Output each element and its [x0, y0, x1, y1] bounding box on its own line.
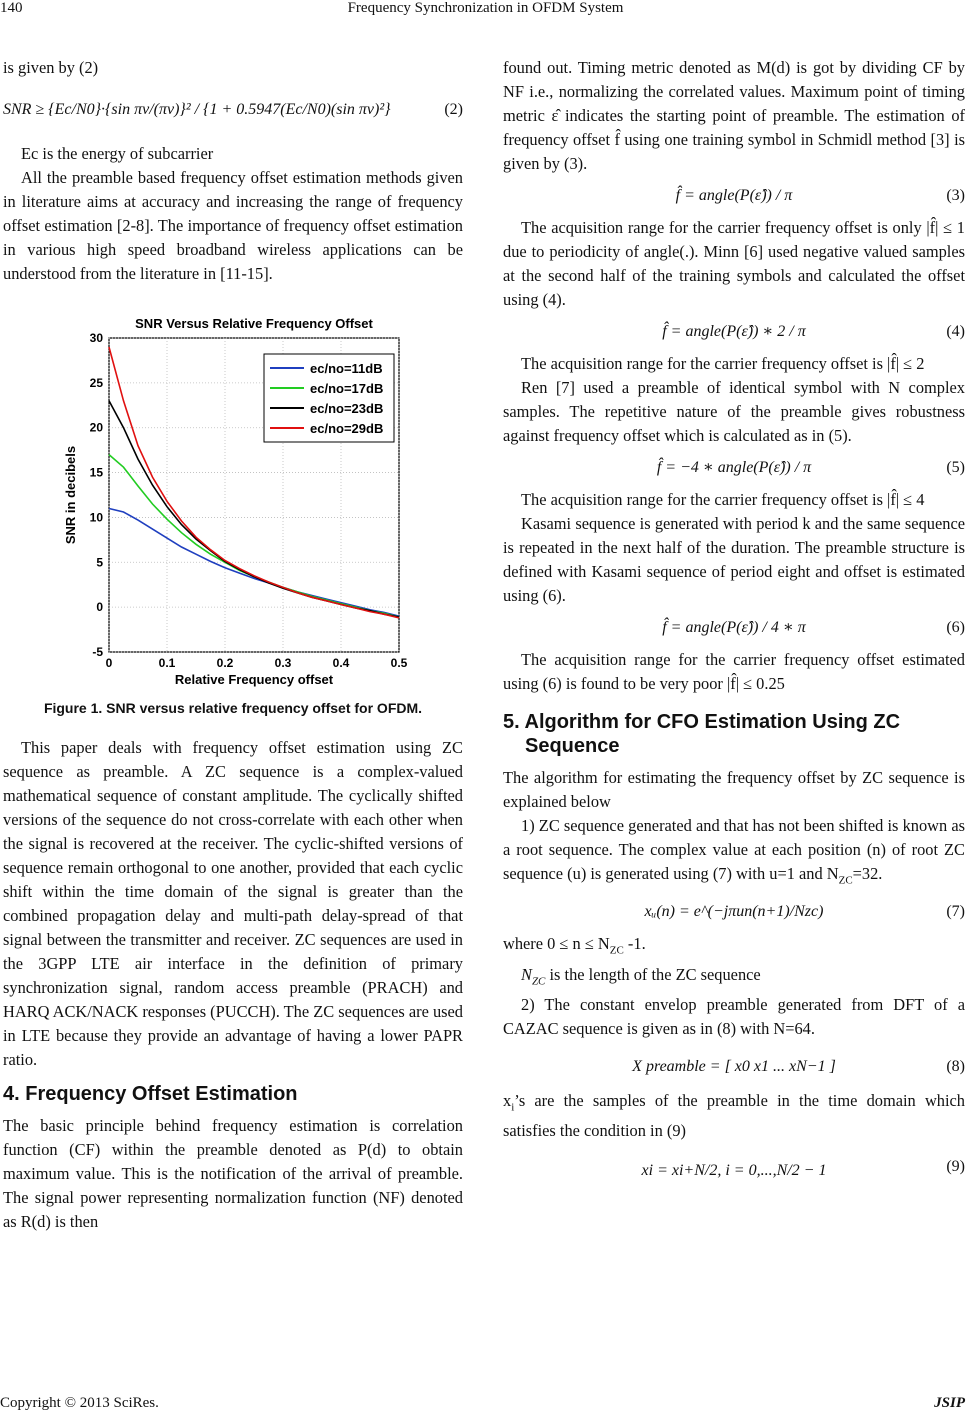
y-tick-label: 10	[89, 510, 103, 525]
paragraph-text: ’s are the samples of the preamble in the time domain which satisfies the condition in (9)	[503, 1090, 965, 1141]
paragraph-text: is the length of the ZC sequence	[545, 964, 761, 984]
copyright: Copyright © 2013 SciRes.	[0, 1395, 159, 1411]
equation-number: (4)	[946, 323, 965, 340]
paragraph	[503, 932, 965, 962]
x-tick-label: 0.3	[274, 656, 292, 670]
paragraph-text: 1) ZC sequence generated and that has not been shifted is known as a root sequence. The complex value at each position (n) of root ZC sequence (u) is generated using (7) with u=1 and N	[503, 816, 965, 883]
legend-entry: ec/no=11dB	[310, 361, 383, 376]
equation-number: (7)	[946, 903, 965, 921]
journal-name: JSIP	[934, 1395, 965, 1411]
paragraph-text: where 0 ≤ n ≤ N	[503, 934, 610, 954]
paragraph: The acquisition range for the carrier frequency offset estimated using (6) is found to be very poor |f̂| ≤ 0.25	[503, 650, 965, 693]
page-header	[0, 0, 971, 22]
snr-chart	[57, 308, 457, 688]
equation-text: f̂ = angle(P(ε̂)) / π	[675, 187, 793, 204]
equation-6	[503, 608, 965, 648]
y-tick-label: 30	[89, 331, 103, 345]
subscript: ZC	[609, 944, 624, 957]
equation-4	[503, 312, 965, 352]
equation-9	[503, 1143, 965, 1193]
paragraph: This paper deals with frequency offset estimation using ZC sequence as preamble. A ZC sequence is a complex-valued mathematical sequence of constant amplitude. The cyclically shifted versions of the sequence do not cross-correlate with each other when the signal is recovered at the receiver. The cyclic-shifted versions of sequence remain orthogonal to one another, provided that each cyclic shift within the time domain of the signal is greater than the combined propagation delay and multi-path delay-spread of that signal between the transmitter and receiver. ZC sequences are used in the 3GPP LTE air interface in the definition of primary synchronization signal, random access preamble (PRACH) and HARQ ACK/NACK responses (PUCCH). The ZC sequences are used in LTE because they provide an advantage of having a lower PAPR ratio.	[3, 738, 463, 1069]
section-heading-line-1: 5. Algorithm for CFO Estimation Using ZC	[503, 711, 901, 733]
paragraph: The basic principle behind frequency estimation is correlation function (CF) within the preamble denoted as P(d) to obtain maximum value. This is the notification of the arrival of preamble. The signal power representing normalization function (NF) denoted as R(d) is then	[3, 1116, 463, 1231]
subscript: i	[511, 1101, 515, 1114]
x-tick-label: 0.2	[216, 656, 234, 670]
paragraph: Ren [7] used a preamble of identical symbol with N complex samples. The repetitive nature of the preamble gives robustness against frequency offset which is calculated as in (5).	[503, 378, 965, 445]
equation-text: X preamble = [ x0 x1 ... xN−1 ]	[632, 1057, 836, 1075]
paragraph-text: N	[521, 964, 532, 984]
x-tick-label: 0.5	[390, 656, 408, 670]
equation-text: SNR ≥ {Ec/N0}·{sin πv/(πv)}² / {1 + 0.5947(Ec/N0)(sin πv)²}	[3, 101, 391, 118]
paragraph: is given by (2)	[3, 58, 99, 77]
subscript: ZC	[531, 974, 546, 987]
paragraph	[503, 963, 965, 993]
running-title: Frequency Synchronization in OFDM System	[347, 0, 624, 16]
paragraph	[503, 1089, 965, 1143]
y-axis-label: SNR in decibels	[63, 445, 78, 545]
section-heading: 4. Frequency Offset Estimation	[3, 1083, 298, 1105]
equation-number: (6)	[946, 619, 965, 636]
left-column	[3, 56, 463, 1234]
page-footer	[0, 1395, 971, 1414]
equation-number: (9)	[946, 1158, 965, 1176]
y-tick-label: 5	[96, 555, 103, 570]
chart-title: SNR Versus Relative Frequency Offset	[135, 316, 373, 331]
snr-chart-svg	[57, 308, 457, 688]
equation-text: f̂ = angle(P(ε̂)) / 4 ∗ π	[662, 619, 806, 636]
equation-5	[503, 448, 965, 488]
x-axis-label: Relative Frequency offset	[174, 672, 334, 687]
y-tick-label: 20	[89, 420, 103, 435]
paragraph: The acquisition range for the carrier frequency offset is |f̂| ≤ 2	[521, 354, 925, 373]
x-tick-label: 0	[105, 656, 113, 670]
paragraph	[503, 814, 965, 892]
y-tick-label: -5	[92, 645, 103, 659]
x-tick-label: 0.1	[158, 656, 176, 670]
paragraph-text: x	[503, 1090, 512, 1110]
equation-text: f̂ = −4 ∗ angle(P(ε̂)) / π	[656, 459, 812, 476]
paragraph-text: =32.	[852, 864, 883, 883]
equation-text: xi = xi+N/2, i = 0,...,N/2 − 1	[641, 1162, 827, 1180]
section-heading-line-2: Sequence	[525, 735, 620, 757]
legend-entry: ec/no=23dB	[310, 401, 384, 416]
x-tick-label: 0.4	[332, 656, 350, 670]
equation-number: (2)	[444, 101, 463, 118]
equation-text: xᵤ(n) = e^(−jπun(n+1)/Nzc)	[644, 903, 824, 921]
paragraph: Ec is the energy of subcarrier	[21, 144, 214, 163]
y-tick-label: 15	[89, 465, 103, 480]
legend-entry: ec/no=17dB	[310, 381, 384, 396]
page-number: 140	[0, 0, 23, 16]
paragraph-text: -1.	[623, 934, 646, 954]
paragraph: 2) The constant envelop preamble generated from DFT of a CAZAC sequence is given as in (8) with N=64.	[503, 994, 965, 1038]
equation-number: (8)	[946, 1057, 965, 1075]
equation-7	[503, 892, 965, 932]
y-tick-label: 25	[89, 375, 103, 390]
equation-2	[3, 80, 463, 142]
equation-number: (3)	[946, 187, 965, 204]
figure-caption: Figure 1. SNR versus relative frequency offset for OFDM.	[43, 700, 423, 716]
legend-entry: ec/no=29dB	[310, 421, 384, 436]
paragraph: The algorithm for estimating the frequency offset by ZC sequence is explained below	[503, 768, 965, 811]
paragraph: All the preamble based frequency offset estimation methods given in literature aims at accuracy and increasing the range of frequency offset estimation [2-8]. The importance of frequency offset estimation in various high speed broadband wireless applications can be understood from the literature in [11-15].	[3, 168, 463, 283]
subscript: ZC	[838, 874, 853, 887]
equation-8	[503, 1041, 965, 1089]
equation-number: (5)	[946, 459, 965, 476]
section-heading	[503, 710, 965, 758]
equation-text: f̂ = angle(P(ε̂)) ∗ 2 / π	[662, 323, 806, 340]
paragraph: The acquisition range for the carrier frequency offset is |f̂| ≤ 4	[521, 490, 925, 509]
paragraph: The acquisition range for the carrier frequency offset is only |f̂| ≤ 1 due to periodicity of angle(.). Minn [6] used negative valued samples at the second half of the training symbols and calculated the offset using (4).	[503, 218, 965, 309]
paragraph: Kasami sequence is generated with period k and the same sequence is repeated in the next half of the duration. The preamble structure is defined with Kasami sequence of period eight and offset is estimated using (6).	[503, 514, 965, 605]
equation-3	[503, 176, 965, 216]
right-column	[503, 56, 965, 1193]
y-tick-label: 0	[96, 600, 103, 615]
paragraph: found out. Timing metric denoted as M(d) is got by dividing CF by NF i.e., normalizing the correlated values. Maximum point of timing metric ε̂ indicates the starting point of preamble. The estimation of frequency offset f̂ using one training symbol in Schmidl method [3] is given by (3).	[503, 58, 965, 173]
